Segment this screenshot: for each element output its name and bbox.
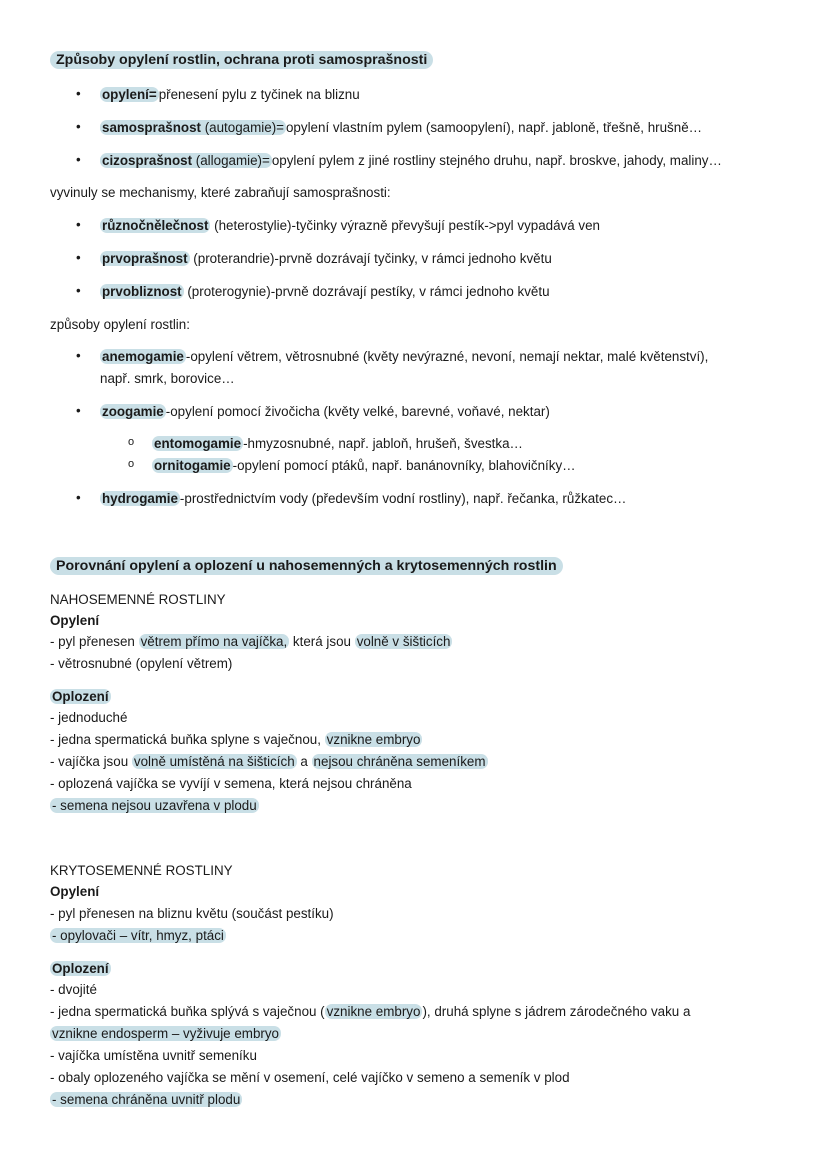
sublist-item: entomogamie -hmyzosnubné, např. jabloň, hrušeň, švestka… (154, 436, 523, 451)
bullet-icon: • (76, 283, 81, 298)
paragraph: vyvinuly se mechanismy, které zabraňují samosprašnosti: (50, 185, 391, 200)
text-line: - dvojité (50, 982, 97, 997)
label-heading: Oplození (52, 689, 109, 704)
list-item: různočnělečnost (heterostylie)-tyčinky výrazně převyšují pestík->pyl vypadává ven (102, 218, 601, 233)
text-line: - oplozená vajíčka se vyvíjí v semena, která nejsou chráněna (50, 776, 412, 791)
text-line: - opylovači – vítr, hmyz, ptáci (52, 928, 224, 943)
list-item: opylení= přenesení pylu z tyčinek na bliznu (102, 87, 360, 102)
list-item: cizosprašnost (allogamie)= opylení pylem z jiné rostliny stejného druhu, např. broskve, jahody, maliny… (102, 153, 722, 168)
bullet-icon: • (76, 217, 81, 232)
text-line: - vajíčka jsou volně umístěná na šišticích a nejsou chráněna semeníkem (50, 754, 486, 769)
list-item: prvobliznost (proterogynie)-prvně dozrávají pestíky, v rámci jednoho květu (102, 284, 550, 299)
list-item-continuation: např. smrk, borovice… (100, 371, 235, 386)
circle-bullet-icon: o (128, 436, 135, 448)
text-line: - jedna spermatická buňka splývá s vaječnou ( vznikne embryo ), druhá splyne s jádrem zárodečného vaku a (50, 1004, 691, 1019)
bullet-icon: • (76, 403, 81, 418)
text-line: - pyl přenesen na bliznu květu (součást pestíku) (50, 906, 334, 921)
bullet-icon: • (76, 490, 81, 505)
list-item: prvoprašnost (proterandrie)-prvně dozrávají tyčinky, v rámci jednoho květu (102, 251, 552, 266)
bullet-icon: • (76, 152, 81, 167)
text-line: - jedna spermatická buňka splyne s vaječnou, vznikne embryo (50, 732, 421, 747)
text-line: - vajíčka umístěna uvnitř semeníku (50, 1048, 257, 1063)
text-line: - jednoduché (50, 710, 128, 725)
label-heading: Opylení (50, 613, 100, 628)
section-title: Porovnání opylení a oplození u nahosemenných a krytosemenných rostlin (50, 557, 563, 575)
circle-bullet-icon: o (128, 458, 135, 470)
text-line: - obaly oplozeného vajíčka se mění v osemení, celé vajíčko v semeno a semeník v plod (50, 1070, 570, 1085)
bullet-icon: • (76, 86, 81, 101)
subheading: NAHOSEMENNÉ ROSTLINY (50, 592, 226, 607)
bullet-icon: • (76, 348, 81, 363)
text-line: - pyl přenesen větrem přímo na vajíčka, která jsou volně v šišticích (50, 634, 451, 649)
subheading: KRYTOSEMENNÉ ROSTLINY (50, 863, 233, 878)
text-line: - semena chráněna uvnitř plodu (52, 1092, 241, 1107)
label-heading: Oplození (52, 961, 109, 976)
bullet-icon: • (76, 119, 81, 134)
text-line: - semena nejsou uzavřena v plodu (52, 798, 257, 813)
paragraph: způsoby opylení rostlin: (50, 317, 190, 332)
list-item: samosprašnost (autogamie)= opylení vlastním pylem (samoopylení), např. jabloně, třešně, hrušně… (102, 120, 703, 135)
list-item: hydrogamie -prostřednictvím vody (především vodní rostliny), např. řečanka, růžkatec… (102, 491, 627, 506)
text-line: - větrosnubné (opylení větrem) (50, 656, 233, 671)
bullet-icon: • (76, 250, 81, 265)
label-heading: Opylení (50, 884, 100, 899)
sublist-item: ornitogamie -opylení pomocí ptáků, např. banánovníky, blahovičníky… (154, 458, 576, 473)
list-item: anemogamie -opylení větrem, větrosnubné (květy nevýrazné, nevoní, nemají nektar, malé květenství), (102, 349, 709, 364)
text-line: vznikne endosperm – vyživuje embryo (52, 1026, 280, 1041)
section-title: Způsoby opylení rostlin, ochrana proti samosprašnosti (50, 51, 433, 69)
list-item: zoogamie -opylení pomocí živočicha (květy velké, barevné, voňavé, nektar) (102, 404, 550, 419)
